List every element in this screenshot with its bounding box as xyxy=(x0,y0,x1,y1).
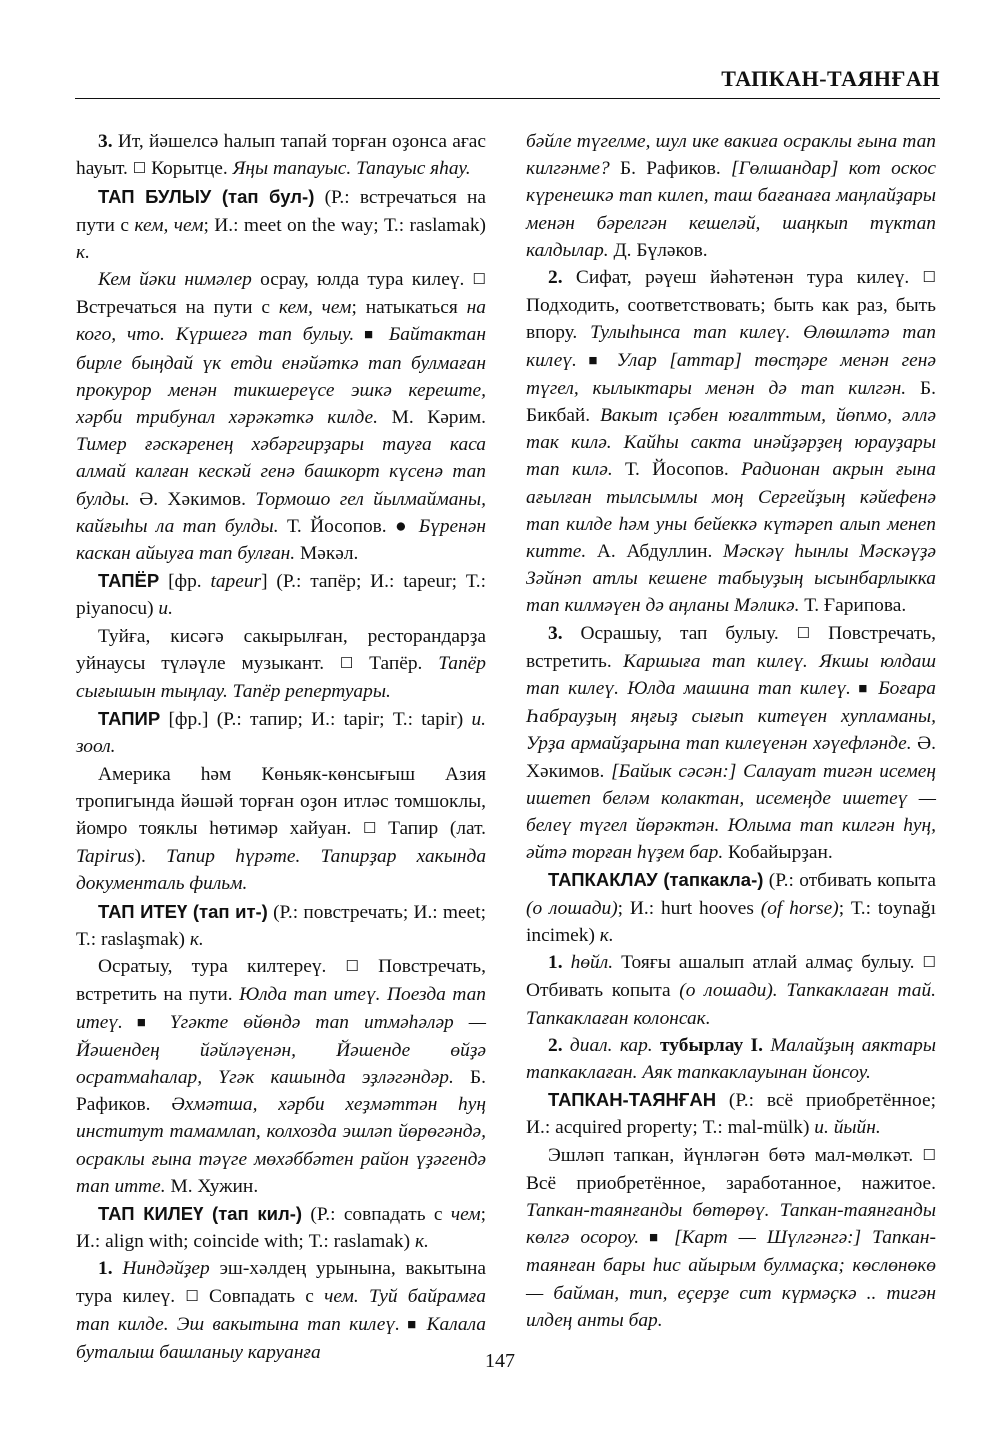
pos-label: и. xyxy=(158,598,173,620)
black-square-symbol: ■ xyxy=(639,1230,675,1247)
square-symbol: ☐ xyxy=(363,821,377,838)
quotation: [Карт — Шүлгәнгә:] Тапкан-таянған бары һис айырым булмаҫка; көслөнөкө — байман, тип, еҫерҙе сит күрмәҫкә .. тигән илдең анты бар. xyxy=(526,1227,936,1331)
equivalents: (Р.: встречаться на пути с xyxy=(76,187,486,236)
black-square-symbol: ■ xyxy=(399,1316,427,1333)
quotation: Калала буталыш башланыу каруанға xyxy=(76,1313,486,1363)
translation-italic: чем. xyxy=(324,1285,369,1307)
quotation: Байтактан бирле быңдай үк етди енәйәткә тап булмаған прокурор менән тикшереүсе эшкә кереште, хәрби трибунал хәрәкәткә килде. xyxy=(76,324,486,429)
left-column xyxy=(76,128,486,1366)
quotation: бәйле түгелме, шул ике вакиға осраклы ғына тап килгәнме? xyxy=(526,131,936,180)
cross-reference: тубырлау I. xyxy=(652,1034,763,1056)
headword-entry xyxy=(76,567,486,622)
square-symbol: ☐ xyxy=(922,270,936,287)
black-square-symbol: ■ xyxy=(122,1014,170,1031)
equivalents: (Р.: всё приобретённое; И.: acquired property; Т.: mal-mülk) xyxy=(526,1090,936,1139)
equivalents: ] (Р.: тапёр; И.: tapeur; Т.: piyanocu) xyxy=(76,571,486,620)
running-header xyxy=(75,66,940,99)
headword-entry xyxy=(526,1086,936,1141)
pos-label: и. зоол. xyxy=(76,709,486,758)
headword-entry xyxy=(76,898,486,953)
black-square-symbol: ■ xyxy=(850,681,879,698)
example: на кого, что. Күршегә тап булыу. xyxy=(76,297,486,346)
definition: Туйға, кисәгә сакырылған, ресторандарҙа уйнаусы түләүле музыкант. xyxy=(76,625,486,674)
black-square-symbol: ■ xyxy=(576,352,617,369)
quotation: [Гөлшандар] кот оскос күренешкә тап килеп, таш бағанаға маңлайҙары менән бәрелгән кешеләй, шаңкып түктап калдылар. xyxy=(526,158,936,261)
quotation: Үгәкте өйөндә тап итмәһәләр — Йәшендең йәйләүенән, Йәшенде өйҙә осратмаһалар, Үгәк кашында эҙләгәндәр. xyxy=(76,1011,486,1088)
equivalents: (Р.: совпадать с xyxy=(302,1203,451,1225)
author: Б. Рафиков. xyxy=(609,158,732,180)
example: Тапкан-таянғанды бөтөрөү. Тапкан-таянғанды көлгә осороу. xyxy=(526,1199,936,1249)
latin-name: Tapirus xyxy=(76,846,135,868)
pos-label: к. xyxy=(599,924,614,946)
translation: Тапёр. xyxy=(353,652,439,674)
square-symbol: ☐ xyxy=(185,1288,199,1305)
entry-sense xyxy=(526,949,936,1032)
equivalents: ; И.: hurt hooves xyxy=(617,897,761,919)
author: Т. Йосопов. xyxy=(278,515,396,537)
translation: Повстречать, встретить. xyxy=(526,622,937,672)
headword: ТАПКАН-ТАЯНҒАН xyxy=(548,1089,717,1111)
entry-definition xyxy=(76,623,486,706)
entry-sense xyxy=(526,620,936,867)
quotation: Вакыт ıҫәбен юғалттым, йөпмо, әллә так килә. Кайһы сакта инәйҙәрҙең юрауҙары тап килә. xyxy=(526,405,936,481)
author: А. Абдуллин. xyxy=(586,541,724,563)
translation: Отбивать копыта xyxy=(526,980,680,1002)
headword: ТАПКАКЛАУ (тапкакла-) xyxy=(548,869,764,891)
usage-label: һөйл. xyxy=(562,952,614,974)
equivalents-italic: кем, чем xyxy=(134,214,204,236)
pos-label: к. xyxy=(414,1231,429,1253)
usage-label: диал. кар. xyxy=(562,1034,653,1056)
definition: Тояғы ашалып атлай алмаҫ булыу. xyxy=(613,952,923,974)
equivalents: [фр. xyxy=(159,571,211,593)
equivalents: [фр.] (Р.: тапир; И.: tapir; Т.: tapir) xyxy=(160,709,472,731)
author: Мәкәл. xyxy=(295,543,359,565)
equivalents: ; И.: align with; coincide with; Т.: raslamak) xyxy=(76,1203,486,1253)
definition: Осратыу, тура килтереү. xyxy=(98,956,346,978)
author: Д. Бүләков. xyxy=(608,239,708,261)
proverb: Бүренән каскан айыуға тап булған. xyxy=(76,515,486,565)
definition: Америка һәм Көньяк-көнсығыш Азия тропигында йәшәй торған оҙон итләс томшоклы, йомро тояклы һөтимәр хайуан. xyxy=(76,763,486,840)
equivalents-italic: (о лошади) xyxy=(526,897,618,919)
headword: ТАП ИТЕҮ (тап ит-) xyxy=(98,900,268,922)
example: Тулыһынса тап килеү. Өлөшләтә тап килеү. xyxy=(526,322,936,371)
entry-sense xyxy=(76,128,486,183)
quotation: Боғара Һабрауҙың яңғыҙ сығып китеүен хупламаны, Урҙа армайҙарына тап килеүенән хәүефләнде. xyxy=(526,678,936,755)
author: Ә. Хәкимов. xyxy=(129,488,256,510)
author: Кобайырҙан. xyxy=(723,842,833,864)
black-square-symbol: ■ xyxy=(354,327,389,344)
headword-entry xyxy=(526,866,936,949)
author: Т. Ғарипова. xyxy=(799,595,907,617)
entry-definition xyxy=(76,761,486,898)
translation: ). xyxy=(134,846,167,868)
pos-label: и. йыйн. xyxy=(814,1117,881,1139)
quotation: Тимер ғәскәренең хәбәргирҙары тауға каса алмай калған кескәй генә башкорт күсенә тап булды. xyxy=(76,434,486,510)
translation-italic: (о лошади). xyxy=(679,980,787,1002)
example: Тапкаклаған тай. Тапкаклаған колонсак. xyxy=(526,980,936,1029)
translation-italic: кем, чем xyxy=(278,297,352,319)
translation: Совпадать с xyxy=(198,1285,325,1307)
square-symbol: ☐ xyxy=(472,272,486,289)
square-symbol: ☐ xyxy=(796,625,811,642)
author: Ә. Хәкимов. xyxy=(526,733,936,782)
example: Малайҙың аяктары тапкаклаған. Аяк тапкаклауынан йонсоу. xyxy=(526,1034,936,1083)
square-symbol: ☐ xyxy=(922,1147,936,1164)
right-column xyxy=(526,128,936,1334)
translation: ; натыкаться xyxy=(351,297,467,319)
pos-label: к. xyxy=(189,928,204,950)
equivalents-italic: чем xyxy=(450,1203,481,1225)
headword-entry xyxy=(76,183,486,266)
etymon: tapeur xyxy=(210,571,262,593)
example: Тапир һүрәте. Тапирҙар хакында документаль фильм. xyxy=(76,846,487,895)
translation: Встречаться на пути с xyxy=(76,297,279,319)
entry-definition xyxy=(76,266,486,567)
quotation: Мәскәү һынлы Мәскәүҙә Зәйнәп атлы кешене табыуҙың ысынбарлыкка тап килмәүен дә аңланы Мәликә. xyxy=(526,541,936,617)
equivalents: ; Т.: toynağı incimek) xyxy=(526,897,937,946)
author: Б. Рафиков. xyxy=(76,1066,486,1116)
definition: Осрашыу, тап булыу. xyxy=(562,622,797,644)
translation: Тапир (лат. xyxy=(376,818,486,840)
translation: Подходить, соответствовать; быть как раз, быть впору. xyxy=(526,295,936,344)
headword: ТАП КИЛЕҮ (тап кил-) xyxy=(98,1202,303,1224)
definition: Сифат, рәүеш йәһәтенән тура килеү. xyxy=(562,267,923,289)
entry-definition xyxy=(526,1142,936,1334)
definition-italic: Ниндәйҙер xyxy=(112,1258,210,1280)
definition: Ит, йәшелсә һалып тапай торған оҙонса ағас һауыт. xyxy=(76,131,486,180)
bullet-symbol: ● xyxy=(395,515,411,537)
headword: ТАП БУЛЫУ (тап бул-) xyxy=(98,186,315,208)
quotation: Радионан акрын ғына ағылған тылсымлы моң Сергейҙың кәйефенә тап килде һәм уны бейеккә күтәреп алып менеп китте. xyxy=(526,459,937,563)
author: Б. Бикбай. xyxy=(526,377,936,427)
quotation: Әхмәтша, хәрби хеҙмәттән һуң институт тамамлап, колхозда эшләп йөрөгәндә, осраклы ғына тәүге мөхәббәтен район үҙәгендә тап итте. xyxy=(76,1094,486,1197)
sense-number: 2. xyxy=(548,267,563,289)
example: Яңы тапауыс. Тапауыс яһау. xyxy=(232,158,471,180)
translation: Повстречать, встретить на пути. xyxy=(76,956,486,1006)
quotation: Улар [аттар] төсҭәре менән генә түгел, кылыктары менән дә тап килгән. xyxy=(526,349,937,399)
headword-entry xyxy=(76,705,486,760)
quotation: [Байык сәсән:] Салауат тигән исемең ишетеп беләм колактан, исемеңде ишетеү — белеү түгел йөрәктән. Юлыма тап килгән һуң, әйтә торған һүҙем бар. xyxy=(526,760,936,864)
headword: ТАПЁР xyxy=(98,570,160,592)
entry-continuation xyxy=(526,128,936,264)
square-symbol: ☐ xyxy=(345,959,359,976)
equivalents: (Р.: отбивать копыта xyxy=(763,870,936,892)
headword-entry xyxy=(76,1200,486,1255)
definition: эш-хәлдең урынына, вакытына тура килеү. xyxy=(76,1258,486,1307)
equivalents: ; И.: meet on the way; Т.: raslamak) xyxy=(203,214,486,236)
header-title: ТАПКАН-ТАЯНҒАН xyxy=(721,66,940,91)
entry-sense xyxy=(526,264,936,620)
sense-number: 3. xyxy=(548,622,563,644)
equivalents: (Р.: повстречать; И.: meet; Т.: raslaşmak) xyxy=(76,901,487,950)
example: Туй байрамға тап килде. Эш вакытына тап килеү. xyxy=(76,1285,486,1335)
example: Тапёр сығышын тыңлау. Тапёр репертуары. xyxy=(76,652,486,703)
translation: Всё приобретённое, заработанное, нажитое. xyxy=(526,1172,936,1194)
headword: ТАПИР xyxy=(98,708,161,730)
example: Каршыға тап килеү. Якшы юлдаш тап килеү. Юлда машина тап килеү. xyxy=(526,650,936,700)
author: М. Кәрим. xyxy=(378,407,487,429)
quotation: Тормошо гел йылмайманы, кайғыһы ла тап булды. xyxy=(76,488,486,537)
definition-italic: Кем йәки нимәлер xyxy=(98,269,252,291)
author: Т. Йосопов. xyxy=(612,459,742,481)
translation: Корытце. xyxy=(146,158,233,180)
author: М. Хужин. xyxy=(165,1175,259,1197)
example: Юлда тап итеү. Поезда тап итеү. xyxy=(76,984,486,1033)
square-symbol: ☐ xyxy=(922,955,936,972)
square-symbol: ☐ xyxy=(339,655,354,672)
equivalents-italic: (of horse) xyxy=(760,897,839,919)
square-symbol: ☐ xyxy=(132,161,147,178)
entry-sense xyxy=(526,1032,936,1086)
sense-number: 1. xyxy=(98,1258,113,1280)
pos-label: к. xyxy=(76,241,90,263)
sense-number: 2. xyxy=(548,1034,563,1056)
sense-number: 1. xyxy=(548,952,563,974)
entry-definition xyxy=(76,953,486,1200)
sense-number: 3. xyxy=(98,131,113,152)
definition: осрау, юлда тура килеү. xyxy=(251,269,473,291)
definition: Эшләп тапкан, йүнләгән бөтә мал-мөлкәт. xyxy=(548,1144,923,1166)
page-number: 147 xyxy=(485,1350,515,1372)
